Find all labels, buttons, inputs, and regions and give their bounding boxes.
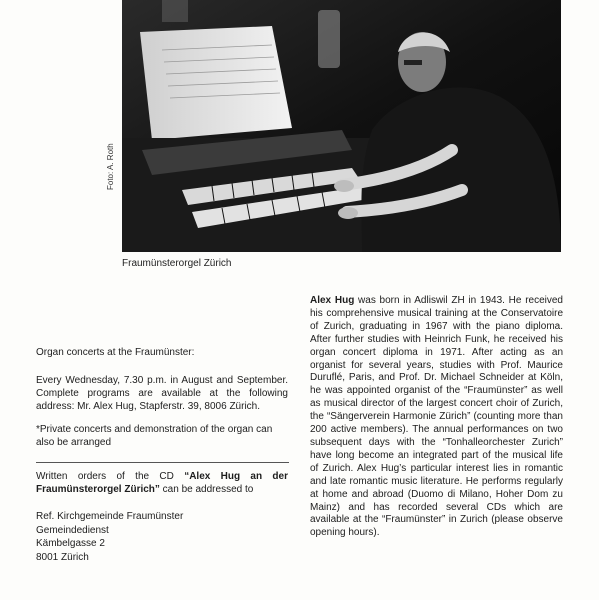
address-line-3: Kämbelgasse 2 (36, 538, 105, 549)
cd-orders-text (36, 470, 288, 496)
organist-photo (122, 0, 561, 252)
address-line-2: Gemeindedienst (36, 524, 109, 536)
orders-suffix: can be addressed to (159, 484, 254, 495)
biography-name: Alex Hug (310, 295, 355, 306)
cd-title: “Alex Hug an der Fraumünsterorgel Zürich” (36, 471, 288, 495)
concerts-schedule: Every Wednesday, 7.30 p.m. in August and September. Complete programs are available at the following address: Mr. Alex Hug, Stapferstr. 39, 8006 Zürich. (36, 375, 288, 412)
order-address (36, 510, 288, 564)
address-line-1: Ref. Kirchgemeinde Fraumünster (36, 511, 184, 522)
biography-text: was born in Adliswil ZH in 1943. He received his comprehensive musical training at the Conservatoire of Zurich, graduating in 1967 with the piano diploma. After further studies with Heinrich Funk, he received his organ concert diploma in 1971. After acting as an organist for several years, studies with Prof. Maurice Duruflé, Paris, and Prof. Dr. Michael Schneider at Köln, he was appointed organist of the “Fraumünster” as well as musical director of the largest concert choir of Zurich, the “Sängerverein Harmonie Zürich” (counting more than 200 active members). The annual performances on two subsequent days with the “Tonhalleorchester Zurich” have long become an integrated part of the musical life of Zurich. Alex Hug’s particular interest lies in romantic and late romantic music literature. He performs regularly at home and abroad (Duomo di Milano, Hoher Dom zu Mainz) and has recorded several CDs which are available at the “Fraumünster” in Zurich (please observe opening hours). (310, 295, 563, 539)
concerts-heading: Organ concerts at the Fraumünster: (36, 347, 195, 358)
photo-credit: Foto: A. Roth (106, 143, 115, 190)
organist-at-console-image (122, 0, 561, 252)
section-divider (36, 462, 289, 463)
orders-prefix: Written orders of the CD (36, 471, 185, 482)
address-line-4: 8001 Zürich (36, 551, 89, 563)
biography (310, 295, 563, 540)
photo-caption: Fraumünsterorgel Zürich (122, 258, 232, 269)
private-concerts-note: *Private concerts and demonstration of the organ can also be arranged (36, 424, 273, 448)
